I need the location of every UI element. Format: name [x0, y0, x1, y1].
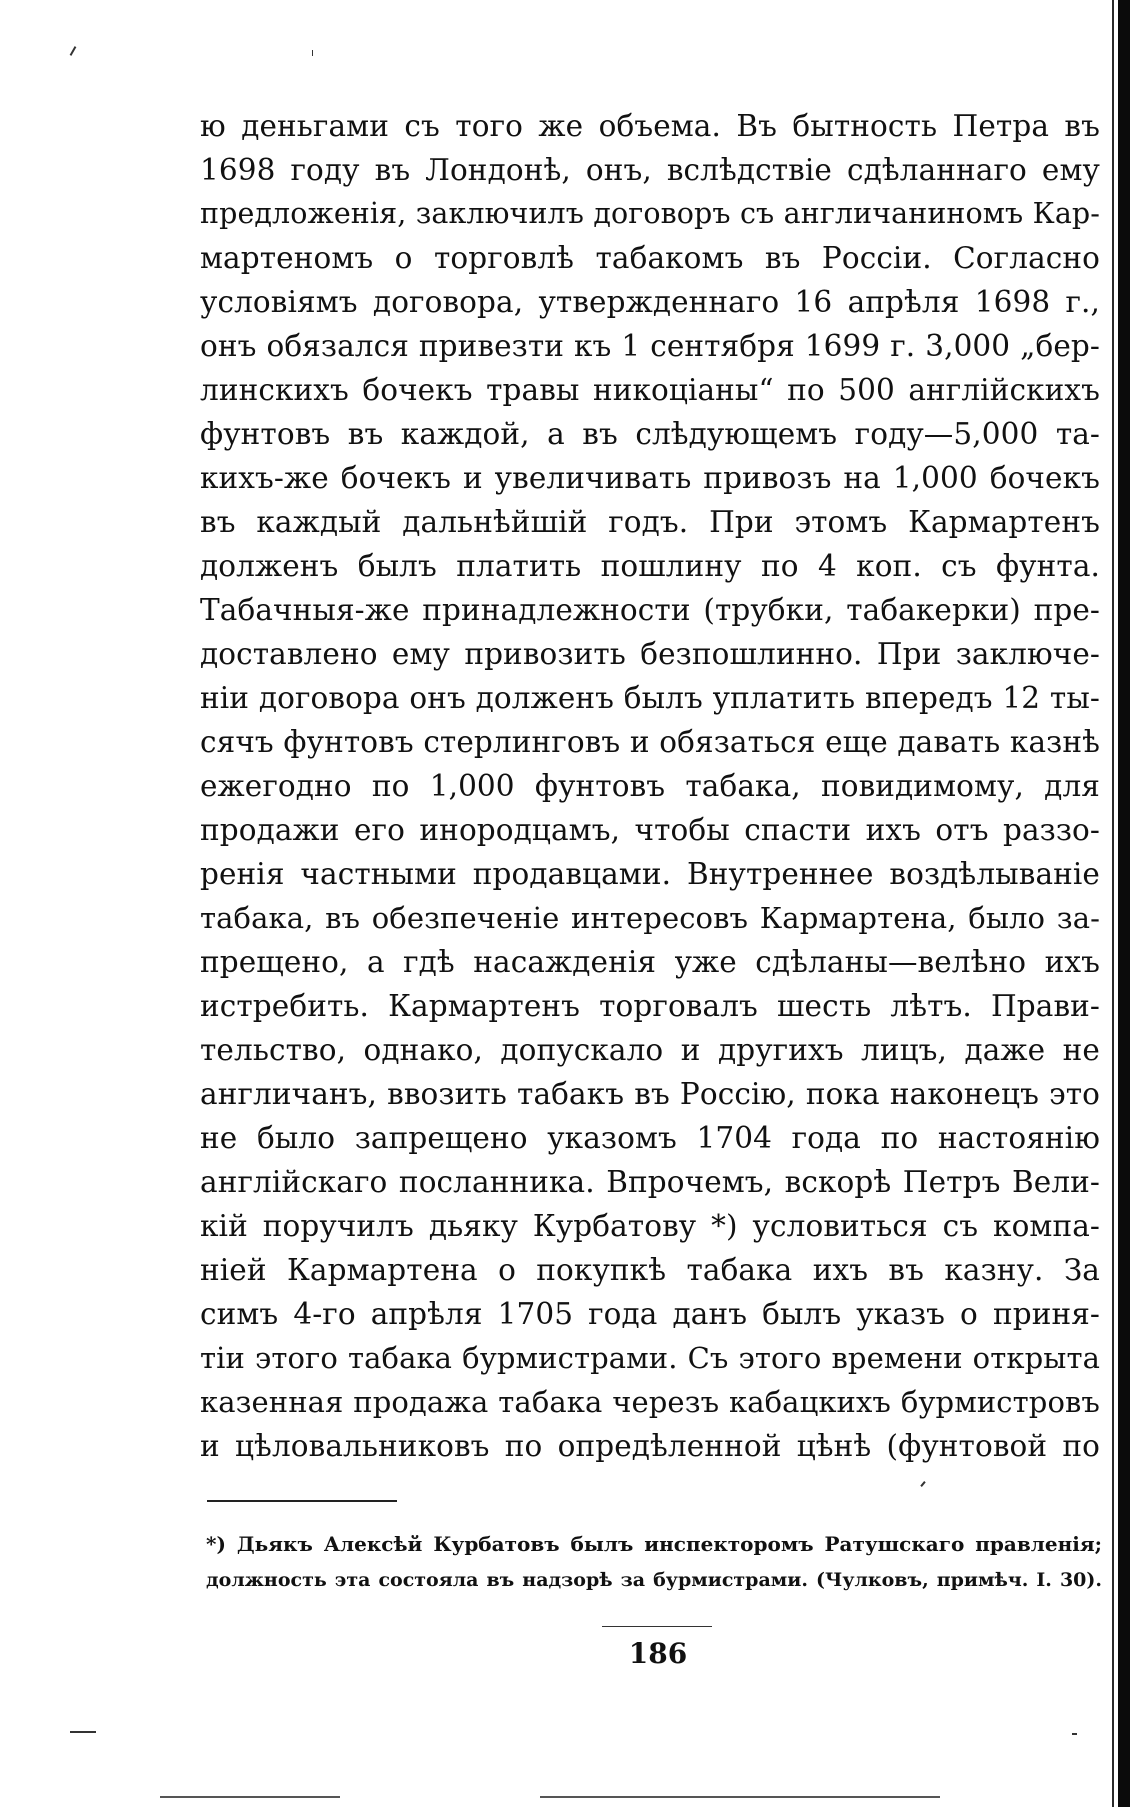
scan-speck — [1072, 1733, 1077, 1735]
text-line: тельство, однако, допускало и другихъ лицъ, даже не — [200, 1033, 1100, 1067]
text-line: англичанъ, ввозить табакъ въ Россію, пока наконецъ это — [200, 1077, 1100, 1111]
text-line: линскихъ бочекъ травы никоціаны“ по 500 англійскихъ — [200, 373, 1100, 407]
text-line: онъ обязался привезти къ 1 сентября 1699 г. 3,000 „бер- — [200, 329, 1100, 363]
text-line: мартеномъ о торговлѣ табакомъ въ Россіи. Согласно — [200, 241, 1100, 275]
text-line: предложенія, заключилъ договоръ съ англичаниномъ Кар- — [200, 197, 1100, 230]
main-text — [200, 104, 1100, 1468]
text-line: условіямъ договора, утвержденнаго 16 апрѣля 1698 г., — [200, 285, 1100, 319]
text-line: симъ 4-го апрѣля 1705 года данъ былъ указъ о приня- — [200, 1297, 1100, 1331]
text-line: ніи договора онъ долженъ былъ уплатить впередъ 12 ты- — [200, 681, 1100, 715]
text-line: и цѣловальниковъ по опредѣленной цѣнѣ (фунтовой по — [200, 1429, 1100, 1463]
scan-bottom-edge — [160, 1796, 340, 1798]
text-line: въ каждый дальнѣйшій годъ. При этомъ Кармартенъ — [200, 505, 1100, 539]
text-line: не было запрещено указомъ 1704 года по настоянію — [200, 1121, 1100, 1155]
text-line: долженъ былъ платить пошлину по 4 коп. съ фунта. — [200, 549, 1100, 583]
footnote-line: *) Дьякъ Алексѣй Курбатовъ былъ инспекторомъ Ратушскаго правленія; — [206, 1532, 1102, 1556]
scan-speck — [312, 50, 313, 56]
text-line: ю деньгами съ того же объема. Въ бытность Петра въ — [200, 109, 1100, 143]
text-line: англійскаго посланника. Впрочемъ, вскорѣ Петръ Вели- — [200, 1165, 1100, 1199]
text-line: табака, въ обезпеченіе интересовъ Кармартена, было за- — [200, 901, 1100, 935]
page-number: 186 — [628, 1637, 688, 1670]
text-line: ежегодно по 1,000 фунтовъ табака, повидимому, для — [200, 769, 1100, 803]
footnote-line: должность эта состояла въ надзорѣ за бурмистрами. (Чулковъ, примѣч. I. 30). — [206, 1569, 1102, 1591]
scan-speck — [70, 1731, 96, 1733]
text-line: ренія частными продавцами. Внутреннее воздѣлываніе — [200, 857, 1100, 891]
footnote-separator — [207, 1500, 397, 1502]
page-number-rule — [602, 1626, 712, 1627]
text-line: 1698 году въ Лондонѣ, онъ, вслѣдствіе сдѣланнаго ему — [200, 153, 1100, 187]
footnote — [206, 1526, 1102, 1598]
text-line: Табачныя-же принадлежности (трубки, табакерки) пре- — [200, 593, 1100, 627]
text-line: истребить. Кармартенъ торговалъ шесть лѣтъ. Прави- — [200, 989, 1100, 1023]
scan-bottom-edge — [540, 1796, 940, 1798]
text-line: тіи этого табака бурмистрами. Съ этого времени открыта — [200, 1341, 1100, 1375]
scan-border-right — [1118, 0, 1130, 1807]
text-line: продажи его инородцамъ, чтобы спасти ихъ отъ раззо- — [200, 813, 1100, 847]
text-line: доставлено ему привозить безпошлинно. При заключе- — [200, 637, 1100, 671]
text-line: казенная продажа табака черезъ кабацкихъ бурмистровъ — [200, 1385, 1100, 1419]
scan-border-line — [1112, 0, 1114, 1807]
text-line: прещено, а гдѣ насажденія уже сдѣланы—велѣно ихъ — [200, 945, 1100, 979]
text-line: кій поручилъ дьяку Курбатову *) условиться съ компа- — [200, 1209, 1100, 1243]
text-line: сячъ фунтовъ стерлинговъ и обязаться еще давать казнѣ — [200, 725, 1100, 759]
scan-speck — [920, 1481, 925, 1487]
text-line: фунтовъ въ каждой, а въ слѣдующемъ году—5,000 та- — [200, 417, 1100, 451]
text-line: кихъ-же бочекъ и увеличивать привозъ на 1,000 бочекъ — [200, 461, 1100, 495]
text-line: ніей Кармартена о покупкѣ табака ихъ въ казну. За — [200, 1253, 1100, 1287]
scan-speck — [70, 46, 77, 56]
